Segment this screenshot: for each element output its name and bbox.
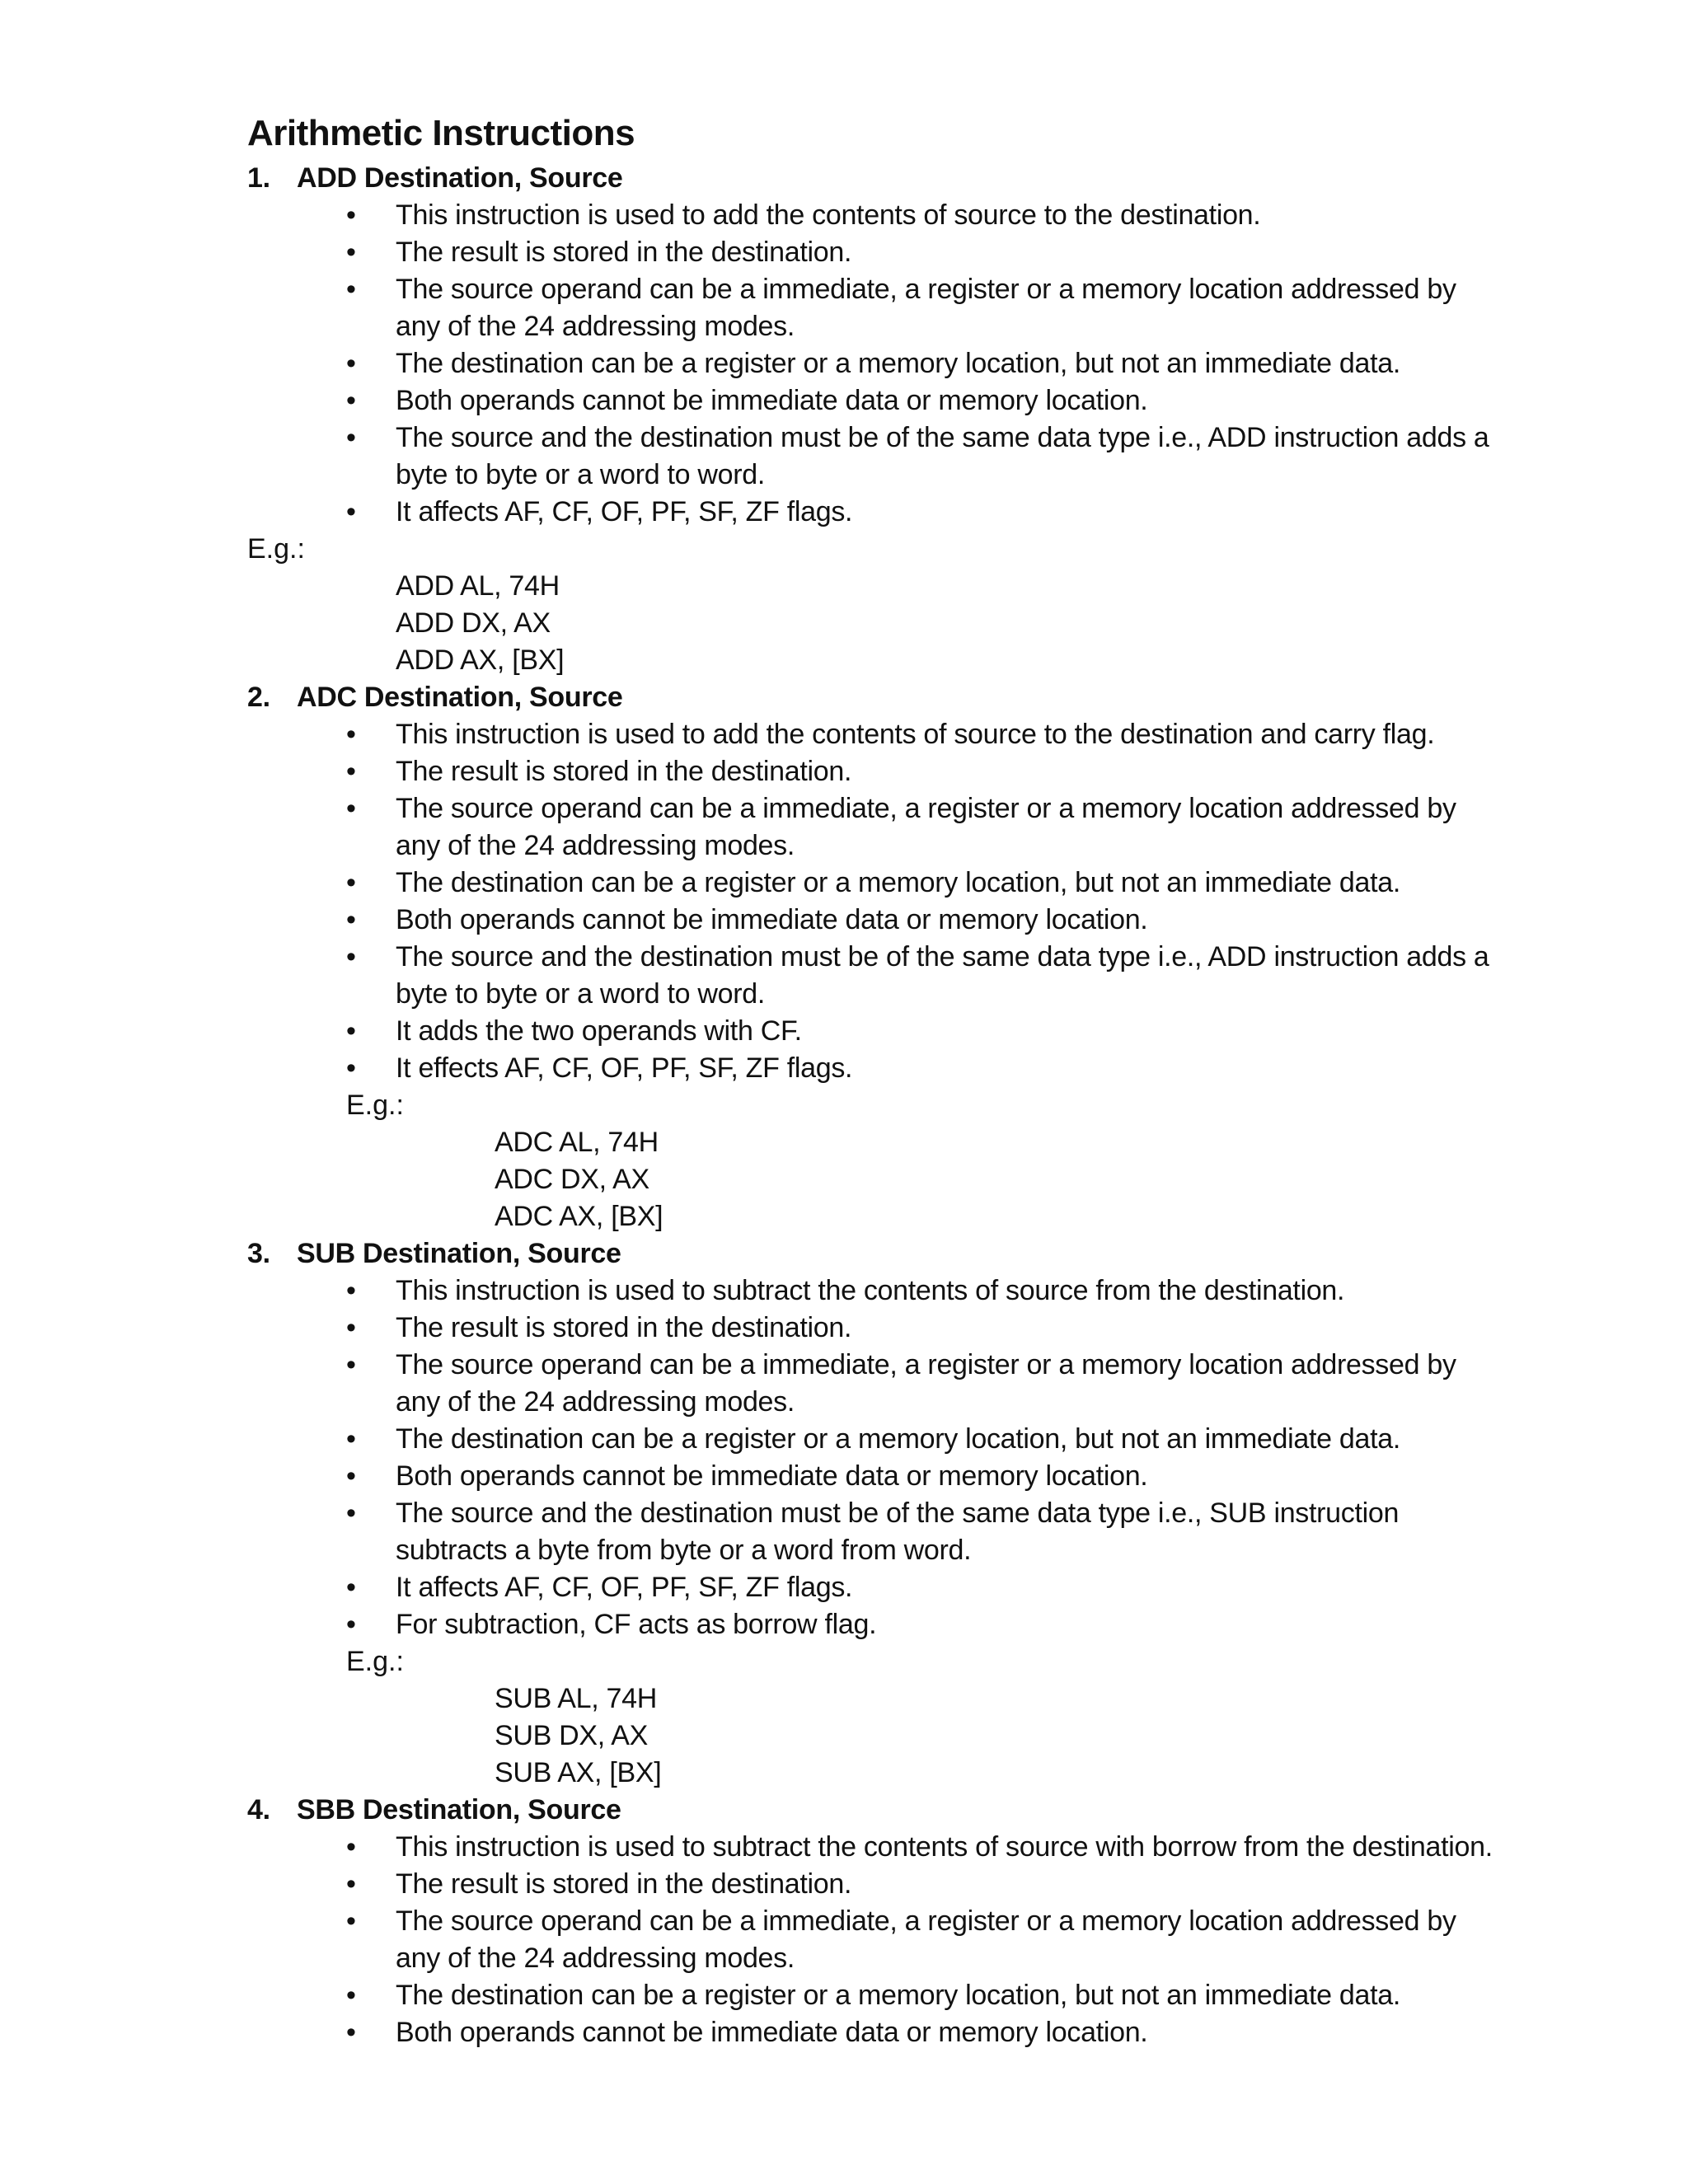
- section-add: [247, 160, 1500, 679]
- example-code-line: ADC DX, AX: [495, 1164, 649, 1195]
- bullet-icon: •: [346, 1015, 356, 1047]
- example-code-block: [247, 568, 1500, 679]
- bullet-icon: •: [346, 1423, 356, 1455]
- list-item: • This instruction is used to add the contents of source to the destination and carry flag.: [396, 716, 1500, 753]
- bullet-icon: •: [346, 1905, 356, 1937]
- list-item: • The destination can be a register or a memory location, but not an immediate data.: [396, 1977, 1500, 2014]
- list-item: • The result is stored in the destination.: [396, 753, 1500, 790]
- section-number: 1.: [247, 162, 270, 194]
- section-sub: [247, 1235, 1500, 1792]
- list-item: • It affects AF, CF, OF, PF, SF, ZF flags.: [396, 494, 1500, 531]
- section-adc: [247, 679, 1500, 1235]
- bullet-icon: •: [346, 237, 356, 268]
- section-number: 2.: [247, 682, 270, 713]
- bullet-icon: •: [346, 385, 356, 416]
- list-item: • The source and the destination must be of the same data type i.e., SUB instruction subtracts a byte from byte or a word from word.: [396, 1495, 1500, 1569]
- bullet-icon: •: [346, 867, 356, 898]
- bullet-icon: •: [346, 1980, 356, 2011]
- section-heading-text: ADD Destination, Source: [297, 162, 623, 194]
- section-heading-text: SBB Destination, Source: [297, 1794, 621, 1825]
- example-code-line: ADC AL, 74H: [495, 1127, 659, 1158]
- bullet-icon: •: [346, 1275, 356, 1306]
- list-item: • The result is stored in the destination.: [396, 234, 1500, 271]
- example-code-line: ADD DX, AX: [396, 607, 551, 639]
- bullet-icon: •: [346, 274, 356, 305]
- bullet-icon: •: [346, 1460, 356, 1492]
- example-label: E.g.:: [346, 1090, 404, 1121]
- list-item: • It affects AF, CF, OF, PF, SF, ZF flags.: [396, 1569, 1500, 1606]
- example-label: E.g.:: [346, 1646, 404, 1677]
- section-number: 4.: [247, 1794, 270, 1825]
- bullet-icon: •: [346, 2017, 356, 2048]
- example-code-line: ADD AL, 74H: [396, 570, 560, 602]
- example-label: E.g.:: [247, 533, 305, 565]
- list-item: • The destination can be a register or a memory location, but not an immediate data.: [396, 345, 1500, 382]
- list-item: • The source and the destination must be of the same data type i.e., ADD instruction adds a byte to byte or a word to word.: [396, 939, 1500, 1013]
- bullet-icon: •: [346, 1831, 356, 1863]
- example-code-line: ADC AX, [BX]: [495, 1201, 663, 1232]
- example-code-block: [247, 1680, 1500, 1792]
- bullet-list: [247, 197, 1500, 531]
- list-item: • This instruction is used to add the contents of source to the destination.: [396, 197, 1500, 234]
- section-heading-text: SUB Destination, Source: [297, 1238, 621, 1269]
- list-item: • Both operands cannot be immediate data or memory location.: [396, 1458, 1500, 1495]
- bullet-icon: •: [346, 348, 356, 379]
- list-item: • Both operands cannot be immediate data or memory location.: [396, 2014, 1500, 2051]
- example-code-line: SUB AX, [BX]: [495, 1757, 662, 1788]
- list-item: • The source operand can be a immediate, a register or a memory location addressed by any of the 24 addressing modes.: [396, 1903, 1500, 1977]
- list-item: • The destination can be a register or a memory location, but not an immediate data.: [396, 865, 1500, 902]
- section-heading: [247, 160, 1500, 197]
- example-code-line: ADD AX, [BX]: [396, 644, 565, 676]
- section-heading-text: ADC Destination, Source: [297, 682, 623, 713]
- list-item: • The source and the destination must be of the same data type i.e., ADD instruction adds a byte to byte or a word to word.: [396, 419, 1500, 494]
- list-item: • The source operand can be a immediate, a register or a memory location addressed by any of the 24 addressing modes.: [396, 790, 1500, 865]
- bullet-icon: •: [346, 719, 356, 750]
- bullet-list: [247, 1829, 1500, 2051]
- list-item: • This instruction is used to subtract the contents of source from the destination.: [396, 1272, 1500, 1310]
- page-title: Arithmetic Instructions: [247, 113, 635, 153]
- list-item: • The source operand can be a immediate, a register or a memory location addressed by any of the 24 addressing modes.: [396, 1347, 1500, 1421]
- list-item: • The result is stored in the destination.: [396, 1310, 1500, 1347]
- list-item: • The source operand can be a immediate, a register or a memory location addressed by any of the 24 addressing modes.: [396, 271, 1500, 345]
- list-item: • Both operands cannot be immediate data or memory location.: [396, 382, 1500, 419]
- list-item: • For subtraction, CF acts as borrow flag.: [396, 1606, 1500, 1643]
- bullet-icon: •: [346, 1609, 356, 1640]
- section-heading: [247, 679, 1500, 716]
- section-sbb: [247, 1792, 1500, 2051]
- bullet-icon: •: [346, 496, 356, 527]
- list-item: • It adds the two operands with CF.: [396, 1013, 1500, 1050]
- bullet-icon: •: [346, 1052, 356, 1084]
- section-heading: [247, 1235, 1500, 1272]
- bullet-icon: •: [346, 1349, 356, 1380]
- document-page: [247, 107, 1500, 2051]
- list-item: • This instruction is used to subtract the contents of source with borrow from the destination.: [396, 1829, 1500, 1866]
- example-code-line: SUB AL, 74H: [495, 1683, 658, 1714]
- bullet-icon: •: [346, 1572, 356, 1603]
- section-heading: [247, 1792, 1500, 1829]
- list-item: • The destination can be a register or a memory location, but not an immediate data.: [396, 1421, 1500, 1458]
- list-item: • It effects AF, CF, OF, PF, SF, ZF flags.: [396, 1050, 1500, 1087]
- bullet-list: [247, 1272, 1500, 1643]
- bullet-icon: •: [346, 199, 356, 231]
- bullet-icon: •: [346, 422, 356, 453]
- bullet-icon: •: [346, 793, 356, 824]
- example-code-line: SUB DX, AX: [495, 1720, 648, 1751]
- bullet-icon: •: [346, 1868, 356, 1900]
- bullet-list: [247, 716, 1500, 1087]
- bullet-icon: •: [346, 904, 356, 935]
- bullet-icon: •: [346, 941, 356, 972]
- section-number: 3.: [247, 1238, 270, 1269]
- bullet-icon: •: [346, 756, 356, 787]
- example-code-block: [247, 1124, 1500, 1235]
- list-item: • The result is stored in the destination.: [396, 1866, 1500, 1903]
- list-item: • Both operands cannot be immediate data or memory location.: [396, 902, 1500, 939]
- bullet-icon: •: [346, 1497, 356, 1529]
- bullet-icon: •: [346, 1312, 356, 1343]
